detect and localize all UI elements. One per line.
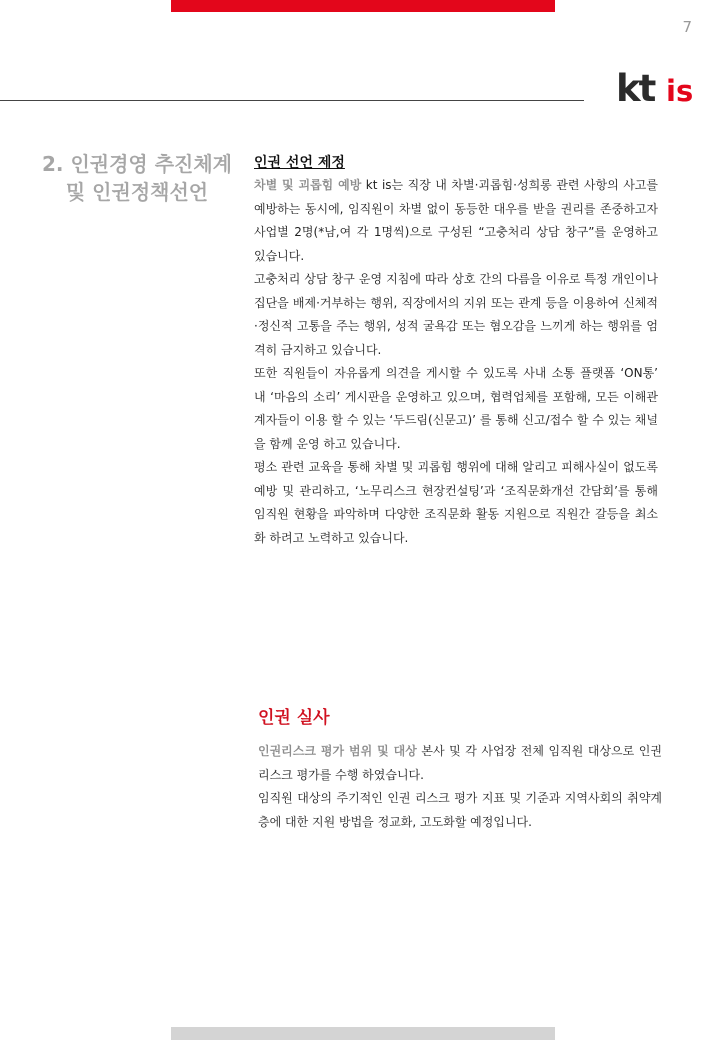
kt-is-logo — [616, 66, 700, 112]
declaration-heading: 인권 선언 제정 — [254, 155, 345, 171]
bottom-accent-bar — [171, 1027, 555, 1040]
declaration-paragraph-2: 고충처리 상담 창구 운영 지침에 따라 상호 간의 다름을 이유로 특정 개인이나 집단을 배제·거부하는 행위, 직장에서의 지위 또는 관계 등을 이용하여 신체적·정신적 고통을 주는 행위, 성적 굴욕감 또는 혐오감을 느끼게 하는 행위를 엄격히 금지하고 있습니다. — [254, 272, 658, 357]
logo-is-text: is — [666, 74, 694, 108]
logo-kt-text: kt — [616, 67, 655, 110]
header-divider — [0, 100, 584, 101]
risk-scope-lead: 인권리스크 평가 범위 및 대상 — [258, 744, 417, 758]
due-diligence-paragraph-2: 임직원 대상의 주기적인 인권 리스크 평가 지표 및 기준과 지역사회의 취약계층에 대한 지원 방법을 정교화, 고도화할 예정입니다. — [258, 791, 662, 829]
declaration-paragraph-3: 또한 직원들이 자유롭게 의견을 게시할 수 있도록 사내 소통 플랫폼 ‘ON통’ 내 ‘마음의 소리’ 게시판을 운영하고 있으며, 협력업체를 포함해, 모든 이해관계자들이 이용 할 수 있는 ‘두드림(신문고)’ 를 통해 신고/접수 할 수 있는 채널을 함께 운영 하고 있습니다. — [254, 366, 658, 451]
due-diligence-paragraph-1 — [258, 740, 662, 787]
human-rights-due-diligence-block — [258, 706, 662, 834]
section-title-line1: 2. 인권경영 추진체계 — [42, 152, 232, 176]
due-diligence-heading: 인권 실사 — [258, 708, 330, 728]
declaration-paragraph-4: 평소 관련 교육을 통해 차별 및 괴롭힘 행위에 대해 알리고 피해사실이 없도록 예방 및 관리하고, ‘노무리스크 현장컨설팅’과 ‘조직문화개선 간담회’를 통해 임직원 현황을 파악하며 다양한 조직문화 활동 지원으로 직원간 갈등을 최소화 하려고 노력하고 있습니다. — [254, 460, 658, 545]
declaration-p1-text: kt is는 직장 내 차별·괴롭힘·성희롱 관련 사항의 사고를 예방하는 동시에, 임직원이 차별 없이 동등한 대우를 받을 권리를 존중하고자 사업별 2명(*남,여 각 1명씩)으로 구성된 “고충처리 상담 창구”를 운영하고 있습니다. — [254, 178, 658, 263]
human-rights-declaration-block — [254, 152, 658, 550]
top-accent-bar — [171, 0, 555, 12]
section-title-line2: 및 인권정책선언 — [65, 180, 209, 204]
section-title — [30, 150, 244, 206]
declaration-paragraph-1 — [254, 174, 658, 268]
discrimination-lead: 차별 및 괴롭힘 예방 — [254, 178, 362, 192]
due-diligence-p1-text: 본사 및 각 사업장 전체 임직원 대상으로 인권리스크 평가를 수행 하였습니다. — [258, 744, 662, 782]
page-number: 7 — [682, 18, 692, 36]
